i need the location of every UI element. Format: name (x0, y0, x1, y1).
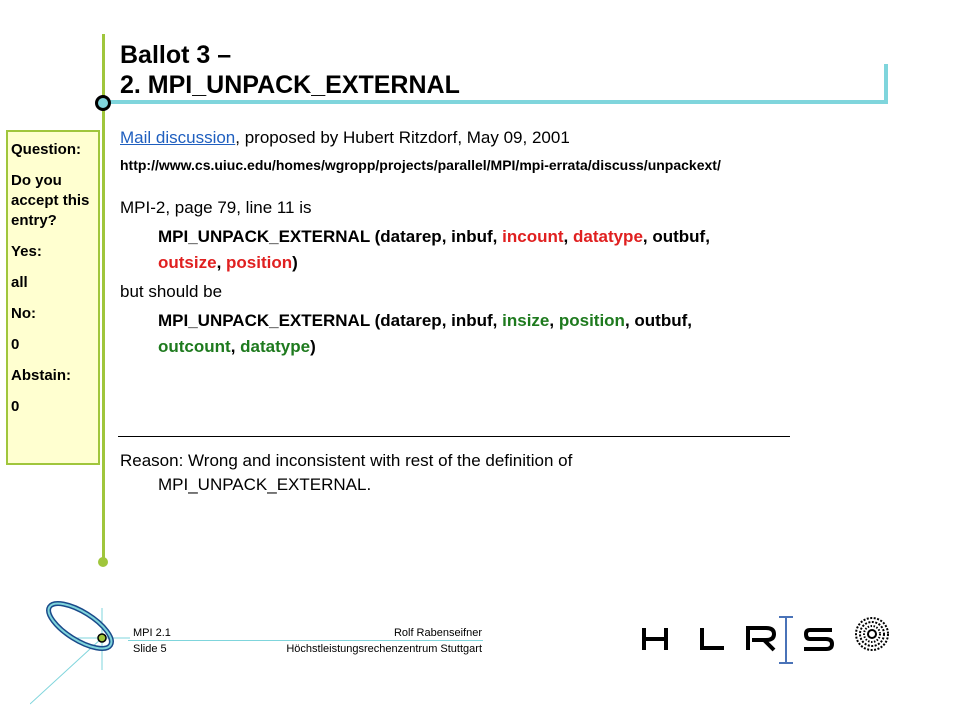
slide-body (120, 126, 930, 360)
code-sep: , (230, 337, 241, 356)
param-insize: insize (502, 311, 550, 330)
should-be-text: but should be (120, 282, 223, 301)
proposal-line (120, 126, 930, 150)
footer-course: MPI 2.1 (133, 627, 171, 639)
slide-title (120, 40, 460, 100)
proposal-text: , proposed by Hubert Ritzdorf, May 09, 2001 (235, 128, 570, 147)
code-sep: , (549, 311, 559, 330)
green-dot (98, 557, 108, 567)
footer-institution: Höchstleistungsrechenzentrum Stuttgart (286, 643, 482, 655)
code-suffix: ) (292, 253, 298, 272)
location-text: MPI-2, page 79, line 11 is (120, 198, 312, 217)
discussion-url: http://www.cs.uiuc.edu/homes/wgropp/projects/parallel/MPI/mpi-errata/discuss/unpackext/ (120, 157, 721, 173)
footer-author: Rolf Rabenseifner (393, 627, 482, 639)
param-datatype: datatype (240, 337, 311, 356)
code-prefix: MPI_UNPACK_EXTERNAL (datarep, inbuf, (158, 311, 503, 330)
mail-discussion-link[interactable]: Mail discussion (120, 128, 236, 147)
ballot-box (6, 130, 100, 465)
current-signature (158, 224, 930, 276)
title-line-2: 2. MPI_UNPACK_EXTERNAL (120, 71, 460, 99)
code-sep: , (216, 253, 227, 272)
question-text: Do you accept this entry? (11, 172, 90, 229)
code-mid: , outbuf, (624, 311, 692, 330)
param-datatype: datatype (572, 227, 643, 246)
divider-line (118, 436, 790, 437)
yes-value: all (11, 274, 28, 291)
param-incount: incount (502, 227, 564, 246)
reason-line-1: Reason: Wrong and inconsistent with rest of the definition of (120, 451, 573, 470)
param-outsize: outsize (158, 253, 217, 272)
orbit-logo-icon (30, 598, 150, 708)
reason-line-2: MPI_UNPACK_EXTERNAL. (158, 475, 372, 494)
abstain-value: 0 (11, 398, 20, 415)
code-sep: , (563, 227, 573, 246)
title-line-1: Ballot 3 – (120, 41, 232, 69)
yes-label: Yes: (11, 243, 42, 260)
title-right-rule (884, 64, 888, 104)
proposed-signature (158, 308, 930, 360)
param-position: position (558, 311, 625, 330)
question-label: Question: (11, 141, 81, 158)
hlrs-logo-icon (640, 612, 835, 667)
code-mid: , outbuf, (642, 227, 710, 246)
reason-text (120, 449, 740, 497)
hlrs-emblem-icon (855, 617, 889, 651)
corner-ring-dot (95, 95, 111, 111)
green-vertical-rule (102, 34, 105, 562)
title-underline (108, 100, 886, 104)
no-label: No: (11, 305, 36, 322)
code-prefix: MPI_UNPACK_EXTERNAL (datarep, inbuf, (158, 227, 503, 246)
param-outcount: outcount (158, 337, 231, 356)
code-suffix: ) (310, 337, 316, 356)
no-value: 0 (11, 336, 20, 353)
abstain-label: Abstain: (11, 367, 71, 384)
param-position: position (226, 253, 293, 272)
footer-slide-number: Slide 5 (133, 643, 167, 655)
